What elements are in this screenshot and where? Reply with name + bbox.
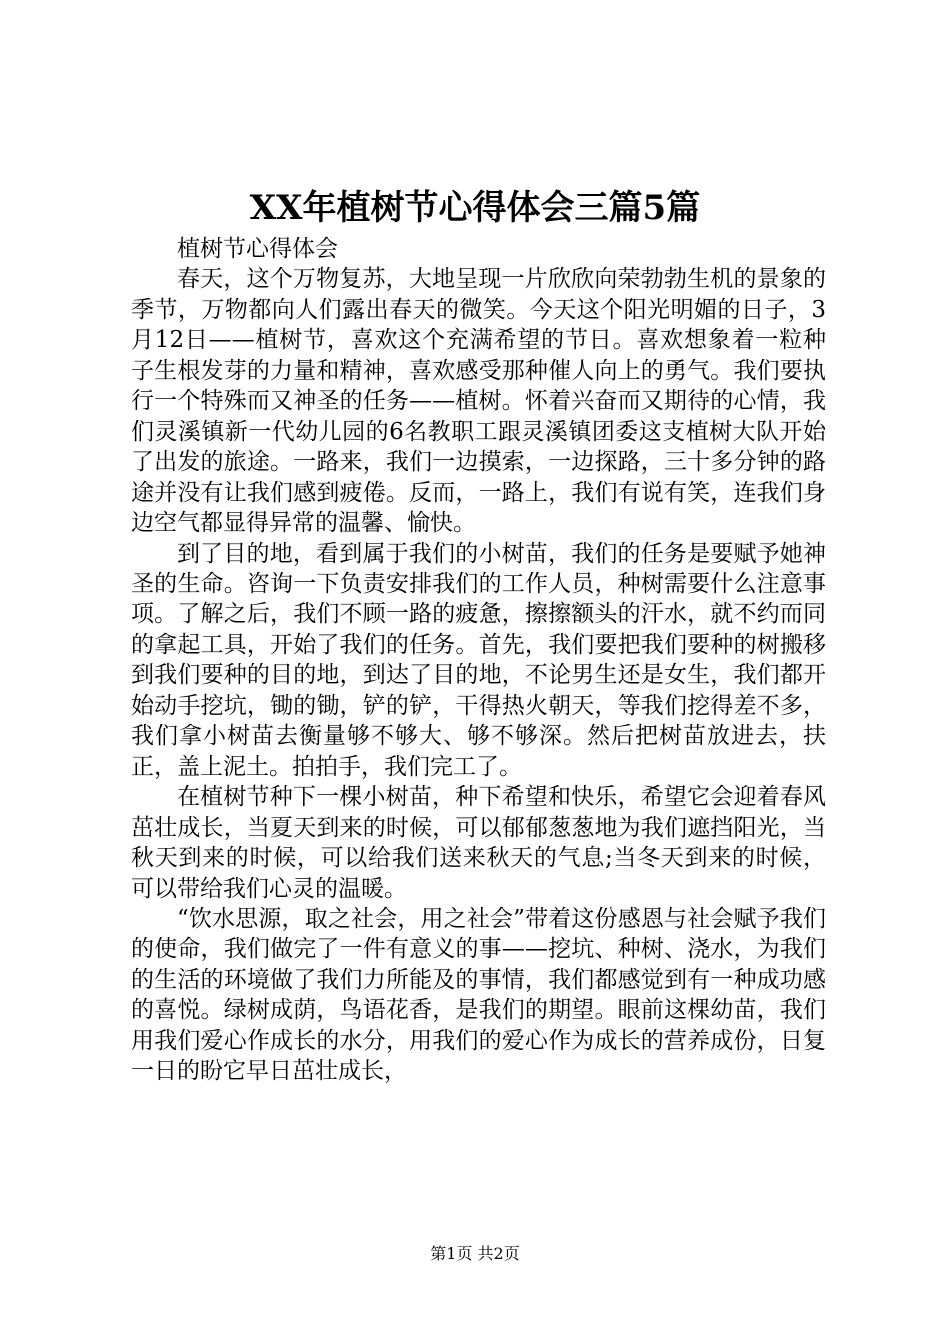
section-heading: 植树节心得体会: [177, 236, 338, 262]
paragraph: 在植树节种下一棵小树苗，种下希望和快乐，希望它会迎着春风茁壮成长，当夏天到来的时候，可以郁郁葱葱地为我们遮挡阳光，当秋天到来的时候，可以给我们送来秋天的气息;当冬天到来的时候，可以带给我们心灵的温暖。: [131, 784, 826, 902]
document-body: [131, 234, 826, 1087]
page-number-footer: 第1页 共2页: [430, 1244, 520, 1263]
paragraph: “饮水思源，取之社会，用之社会”带着这份感恩与社会赋予我们的使命，我们做完了一件有意义的事——挖坑、种树、浇水，为我们的生活的环境做了我们力所能及的事情，我们都感觉到有一种成功感的喜悦。绿树成荫，鸟语花香，是我们的期望。眼前这棵幼苗，我们用我们爱心作成长的水分，用我们的爱心作为成长的营养成份，日复一日的盼它早日茁壮成长，: [131, 905, 826, 1085]
document-title: XX年植树节心得体会三篇5篇: [249, 188, 701, 228]
paragraph: 到了目的地，看到属于我们的小树苗，我们的任务是要赋予她神圣的生命。咨询一下负责安排我们的工作人员，种树需要什么注意事项。了解之后，我们不顾一路的疲惫，擦擦额头的汗水，就不约而同的拿起工具，开始了我们的任务。首先，我们要把我们要种的树搬移到我们要种的目的地，到达了目的地，不论男生还是女生，我们都开始动手挖坑，锄的锄，铲的铲，干得热火朝天，等我们挖得差不多，我们拿小树苗去衡量够不够大、够不够深。然后把树苗放进去，扶正，盖上泥土。拍拍手，我们完工了。: [131, 540, 826, 780]
paragraph: 春天，这个万物复苏，大地呈现一片欣欣向荣勃勃生机的景象的季节，万物都向人们露出春天的微笑。今天这个阳光明媚的日子，3月12日——植树节，喜欢这个充满希望的节日。喜欢想象着一粒种子生根发芽的力量和精神，喜欢感受那种催人向上的勇气。我们要执行一个特殊而又神圣的任务——植树。怀着兴奋而又期待的心情，我们灵溪镇新一代幼儿园的6名教职工跟灵溪镇团委这支植树大队开始了出发的旅途。一路来，我们一边摸索，一边探路，三十多分钟的路途并没有让我们感到疲倦。反而，一路上，我们有说有笑，连我们身边空气都显得异常的温馨、愉快。: [131, 266, 826, 537]
